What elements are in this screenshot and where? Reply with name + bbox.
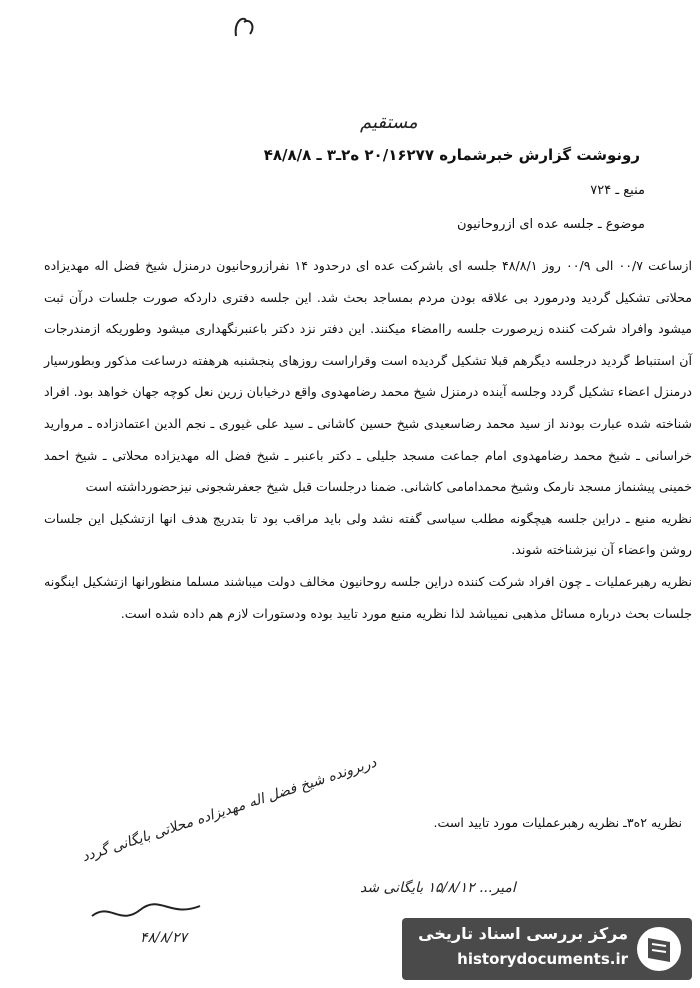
right-handwritten-signature: امیر... ۱۵/۸/۱۲ بایگانی شد xyxy=(360,880,516,896)
watermark-title: مرکز بررسی اسناد تاریخی xyxy=(418,924,628,943)
filing-instruction: دربرونده شیخ فضل اله مهدیزاده محلاتی بایگانی گردد xyxy=(80,754,379,866)
left-handwritten-annotation xyxy=(80,754,379,960)
report-paragraph: نظریه منبع ـ دراین جلسه هیچگونه مطلب سیاسی گفته نشد ولی باید مراقب بود تا بتدریج هدف انها ازتشکیل این جلسات روشن واعضاء آن نیزشناخته شوند. xyxy=(44,510,692,558)
watermark-url: historydocuments.ir xyxy=(457,950,628,968)
annotation-date: ۴۸/۸/۲۷ xyxy=(140,930,188,946)
signature-scribble-icon xyxy=(90,898,210,928)
report-title: رونوشت گزارش خبرشماره ۲۰/۱۶۲۷۷ ه۲ـ۳ ـ ۴۸/۸/۸ xyxy=(263,146,640,164)
report-paragraph: ازساعت ۰۰/۷ الی ۰۰/۹ روز ۴۸/۸/۱ جلسه ای باشرکت عده ای درحدود ۱۴ نفرازروحانیون درمنزل شیخ فضل اله مهدیزاده محلاتی تشکیل گردید ودرمورد بی علاقه بودن مردم بمساجد بحث شد. این جلسه دفتری داردکه صورت جلسات درآن ثبت میشود وافراد شرکت کننده زیرصورت جلسه راامضاء میکنند. این دفتر نزد دکتر باعنبرنگهداری میشود وطوریکه ازمندرجات آن استنباط گردید درجلسه دیگرهم قبلا تشکیل گردیده است وقراراست روزهای پنجشنبه هرهفته درساعت مذکور وبطورسیار درمنزل اعضاء تشکیل گردد وجلسه آینده درمنزل شیخ محمد رضامهدوی واقع درخیابان زرین نعل کوچه جهان خواهد بود. افراد شناخته شده عبارت بودند از سید محمد رضاسعیدی شیخ حسین کاشانی ـ سید علی غیوری ـ نجم الدین اعتمادزاده ـ مروارید خراسانی ـ شیخ محمد رضامهدوی امام جماعت مسجد جلیلی ـ دکتر باعنبر ـ شیخ فضل اله مهدیزاده محلاتی ـ شیخ احمد خمینی پیشنماز مسجد نارمک وشیخ محمدامامی کاشانی. ضمنا درجلسات قبل شیخ جعفرشجونی نیزحضورداشته است xyxy=(44,258,692,495)
report-body xyxy=(44,250,692,629)
report-paragraph: نظریه رهبرعملیات ـ چون افراد شرکت کننده دراین جلسه روحانیون مخالف دولت میباشند مسلما منظورانها ازتشکیل اینگونه جلسات بحث درباره مسائل مذهبی نمیباشد لذا نظریه منبع مورد تایید بوده ودستورات لازم هم داده شده است. xyxy=(44,573,692,621)
watermark-banner xyxy=(402,918,692,980)
source-line: منبع ـ ۷۲۴ xyxy=(590,183,645,198)
archive-logo-icon xyxy=(634,924,684,974)
handwritten-top-note: مستقیم xyxy=(360,112,418,133)
approval-note: نظریه ۲ه۳ـ نظریه رهبرعملیات مورد تایید است. xyxy=(433,815,682,830)
top-mark-icon xyxy=(230,12,260,42)
subject-line: موضوع ـ جلسه عده ای ازروحانیون xyxy=(457,217,645,232)
